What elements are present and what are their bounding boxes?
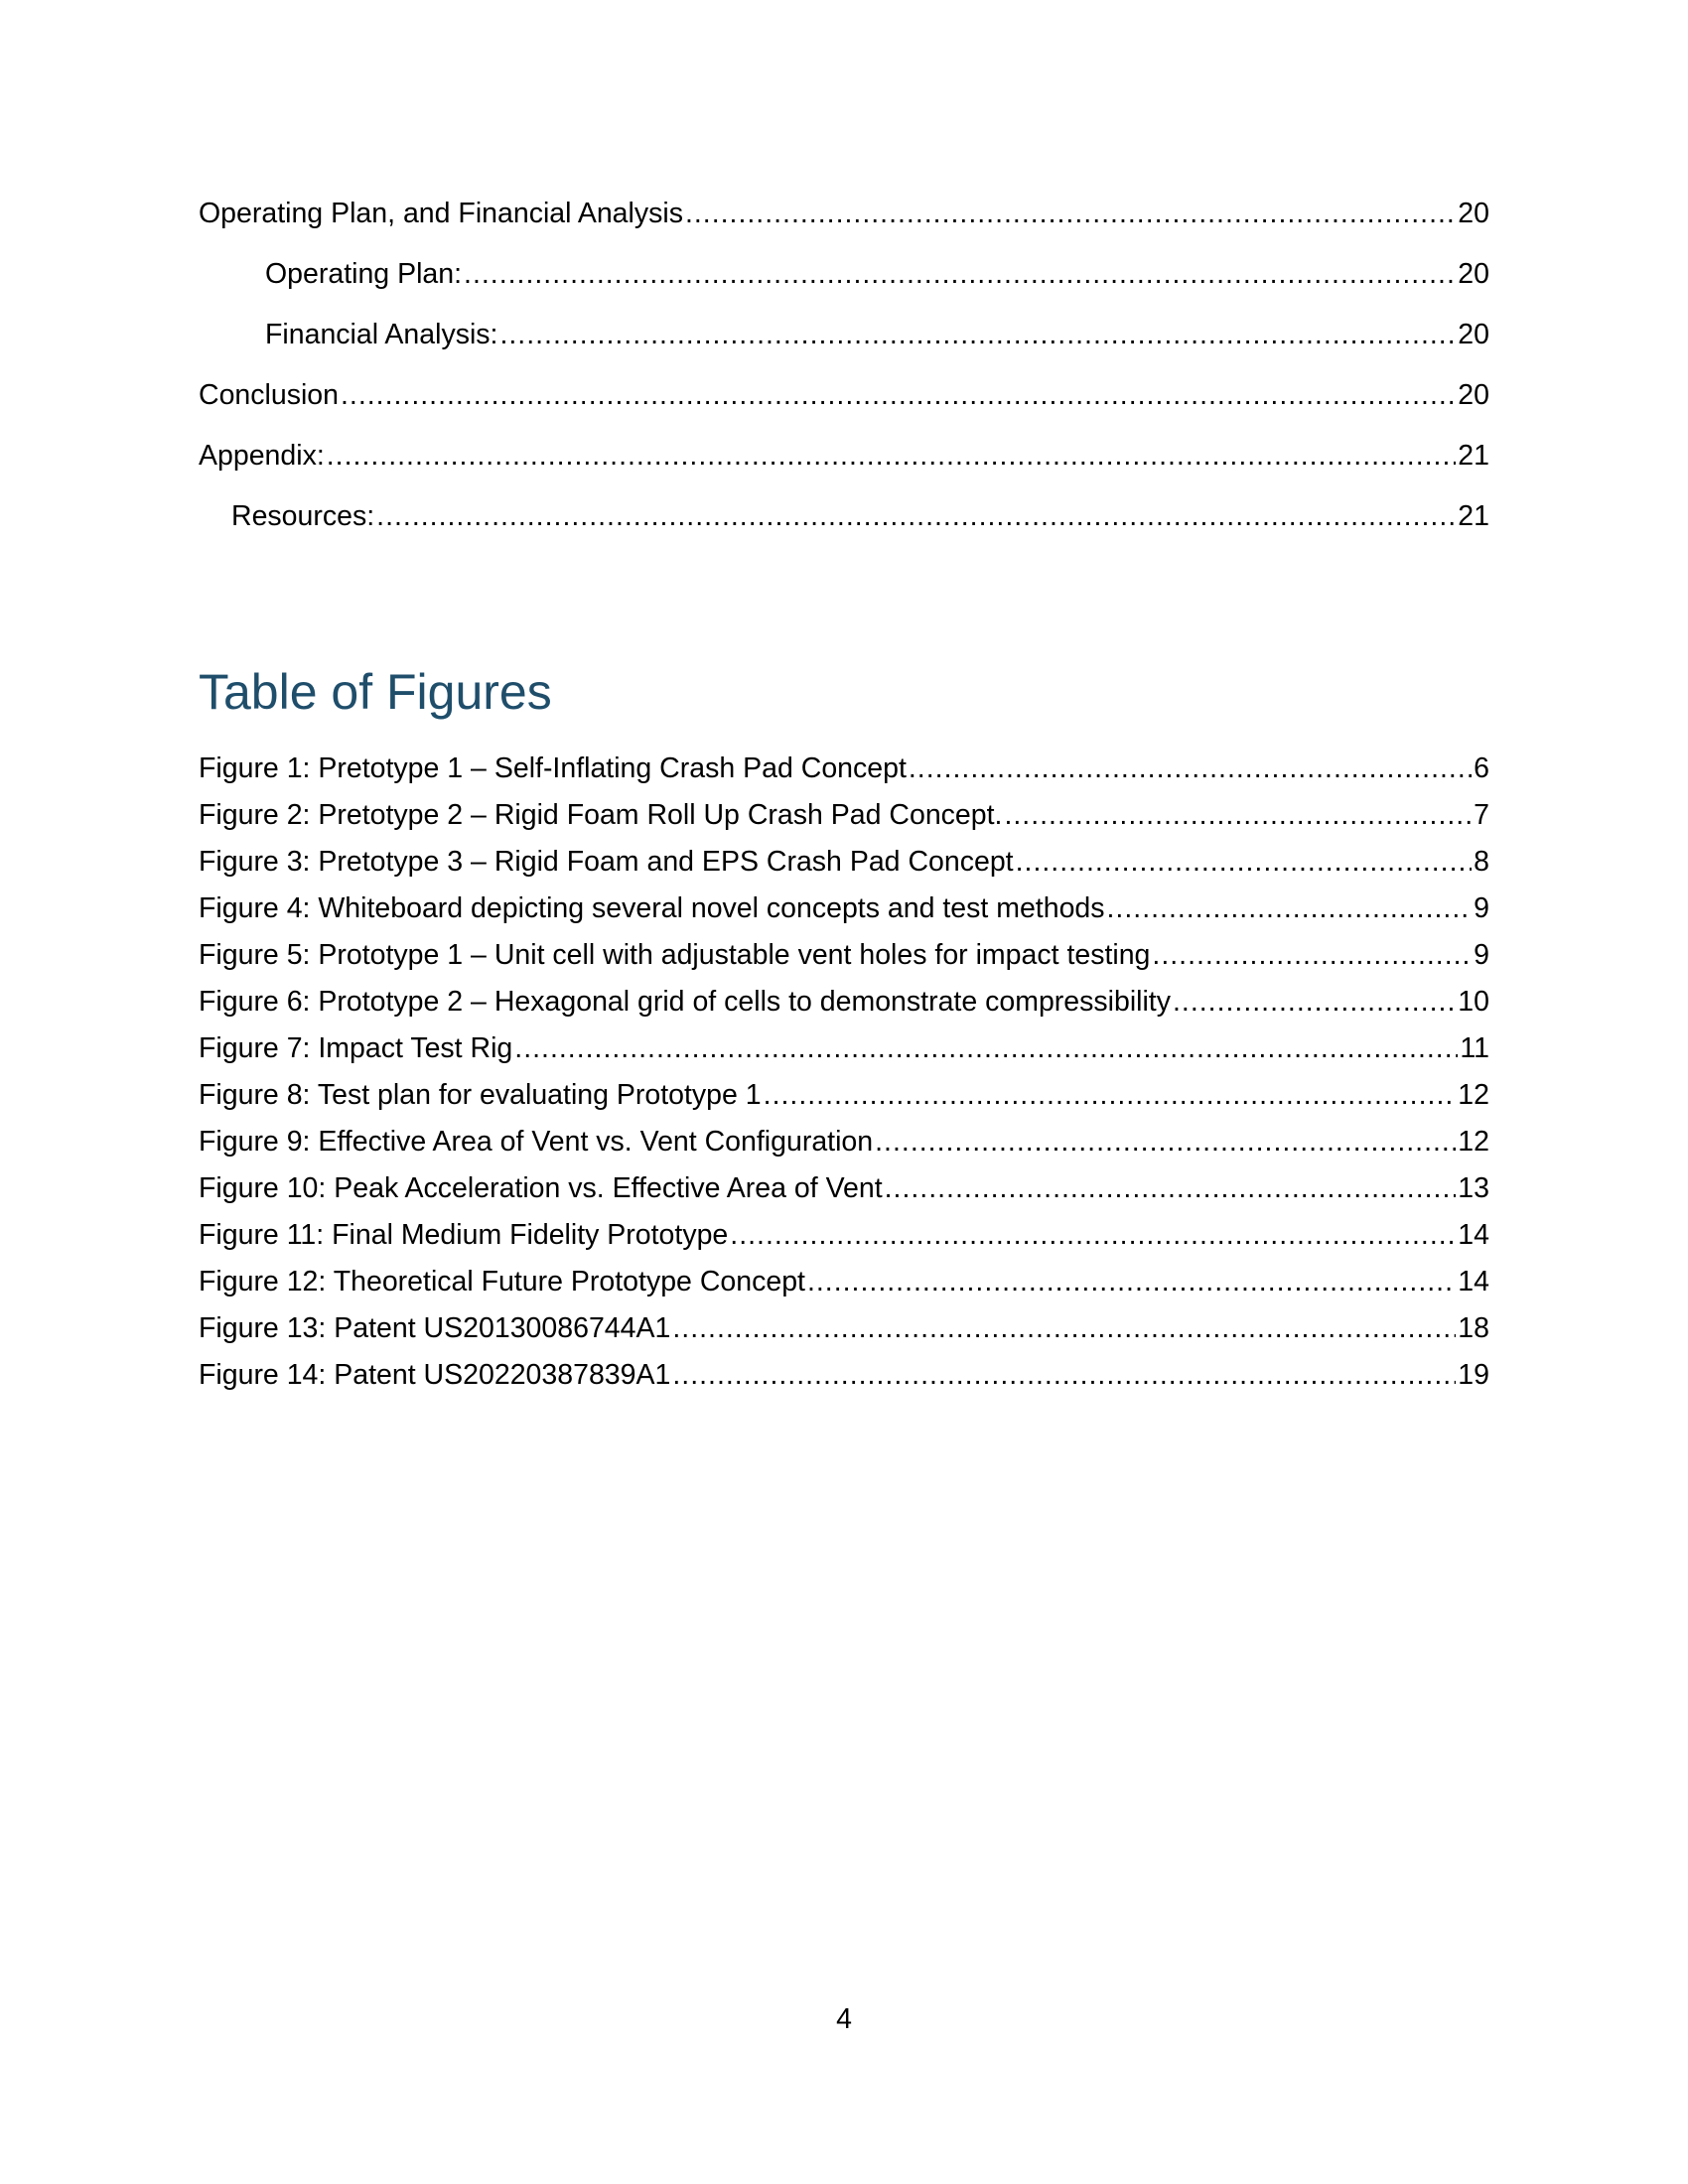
figure-entry[interactable] (199, 1078, 1489, 1125)
figure-entry-title: Figure 14: Patent US20220387839A1 (199, 1359, 671, 1391)
figure-entry[interactable] (199, 1265, 1489, 1311)
toc-entry[interactable] (199, 318, 1489, 378)
figure-entry[interactable] (199, 891, 1489, 938)
dot-leader (672, 1358, 1456, 1392)
toc-entry-page: 20 (1458, 379, 1489, 411)
figure-entry-title: Figure 13: Patent US20130086744A1 (199, 1312, 671, 1344)
figure-entry-page: 19 (1458, 1359, 1489, 1391)
figure-entry-title: Figure 10: Peak Acceleration vs. Effective Area of Vent (199, 1172, 883, 1204)
page-number: 4 (836, 2003, 852, 2035)
figure-entry-page: 9 (1474, 892, 1489, 924)
toc-entry-page: 20 (1458, 258, 1489, 290)
figure-entry[interactable] (199, 985, 1489, 1031)
toc-entry[interactable] (199, 197, 1489, 257)
dot-leader (807, 1265, 1456, 1298)
figure-entry-page: 7 (1474, 799, 1489, 831)
figure-entry-page: 12 (1458, 1079, 1489, 1111)
figure-entry-page: 11 (1460, 1032, 1489, 1064)
dot-leader (1016, 845, 1473, 879)
figure-entry[interactable] (199, 845, 1489, 891)
figure-entry-title: Figure 7: Impact Test Rig (199, 1032, 513, 1064)
toc-entry-page: 21 (1458, 500, 1489, 532)
toc-entry-title: Appendix: (199, 440, 325, 472)
figure-entry[interactable] (199, 1218, 1489, 1265)
figure-entry-title: Figure 12: Theoretical Future Prototype Concept (199, 1266, 805, 1297)
dot-leader (1152, 938, 1472, 972)
figure-entry[interactable] (199, 1311, 1489, 1358)
figure-entry-title: Figure 4: Whiteboard depicting several novel concepts and test methods (199, 892, 1105, 924)
table-of-figures-heading: Table of Figures (199, 664, 552, 720)
toc-entry-page: 21 (1458, 440, 1489, 472)
toc-entry-title: Conclusion (199, 379, 339, 411)
figure-entry-page: 6 (1474, 752, 1489, 784)
dot-leader (376, 499, 1456, 533)
figure-entry-page: 18 (1458, 1312, 1489, 1344)
figure-entry-title: Figure 6: Prototype 2 – Hexagonal grid of cells to demonstrate compressibility (199, 986, 1171, 1018)
figure-entry-page: 8 (1474, 846, 1489, 878)
dot-leader (764, 1078, 1457, 1112)
figure-entry-page: 14 (1458, 1266, 1489, 1297)
dot-leader (672, 1311, 1456, 1345)
dot-leader (909, 751, 1472, 785)
figure-entry-page: 12 (1458, 1126, 1489, 1158)
toc-entry-title: Resources: (231, 500, 375, 532)
figure-entry-title: Figure 1: Pretotype 1 – Self-Inflating Crash Pad Concept (199, 752, 907, 784)
toc-entry-page: 20 (1458, 198, 1489, 229)
dot-leader (885, 1171, 1457, 1205)
figure-entry[interactable] (199, 1031, 1489, 1078)
toc-entry[interactable] (199, 499, 1489, 560)
figure-entry[interactable] (199, 798, 1489, 845)
toc-entry-title: Operating Plan: (265, 258, 463, 290)
figure-entry[interactable] (199, 751, 1489, 798)
dot-leader (464, 257, 1456, 291)
figure-entry-title: Figure 8: Test plan for evaluating Prototype 1 (199, 1079, 762, 1111)
toc-entry[interactable] (199, 439, 1489, 499)
figure-entry-page: 14 (1458, 1219, 1489, 1251)
figure-entry-title: Figure 3: Pretotype 3 – Rigid Foam and EPS Crash Pad Concept (199, 846, 1014, 878)
dot-leader (1107, 891, 1473, 925)
figure-entry-page: 10 (1458, 986, 1489, 1018)
toc-entry[interactable] (199, 378, 1489, 439)
figure-entry-page: 9 (1474, 939, 1489, 971)
toc-entry-title: Operating Plan, and Financial Analysis (199, 198, 683, 229)
figure-entry-title: Figure 2: Pretotype 2 – Rigid Foam Roll Up Crash Pad Concept. (199, 799, 1003, 831)
figure-entry[interactable] (199, 938, 1489, 985)
dot-leader (514, 1031, 1458, 1065)
dot-leader (730, 1218, 1456, 1252)
figure-entry-page: 13 (1458, 1172, 1489, 1204)
toc-entry-page: 20 (1458, 319, 1489, 350)
figure-entry-title: Figure 5: Prototype 1 – Unit cell with adjustable vent holes for impact testing (199, 939, 1151, 971)
figure-entry-title: Figure 9: Effective Area of Vent vs. Vent Configuration (199, 1126, 874, 1158)
dot-leader (499, 318, 1456, 351)
table-of-figures (199, 751, 1489, 1405)
table-of-contents (199, 197, 1489, 560)
dot-leader (1004, 798, 1472, 832)
dot-leader (1173, 985, 1456, 1019)
figure-entry[interactable] (199, 1171, 1489, 1218)
dot-leader (327, 439, 1457, 473)
dot-leader (875, 1125, 1456, 1159)
dot-leader (685, 197, 1456, 230)
figure-entry[interactable] (199, 1358, 1489, 1405)
figure-entry[interactable] (199, 1125, 1489, 1171)
toc-entry-title: Financial Analysis: (265, 319, 498, 350)
toc-entry[interactable] (199, 257, 1489, 318)
dot-leader (341, 378, 1456, 412)
figure-entry-title: Figure 11: Final Medium Fidelity Prototype (199, 1219, 729, 1251)
